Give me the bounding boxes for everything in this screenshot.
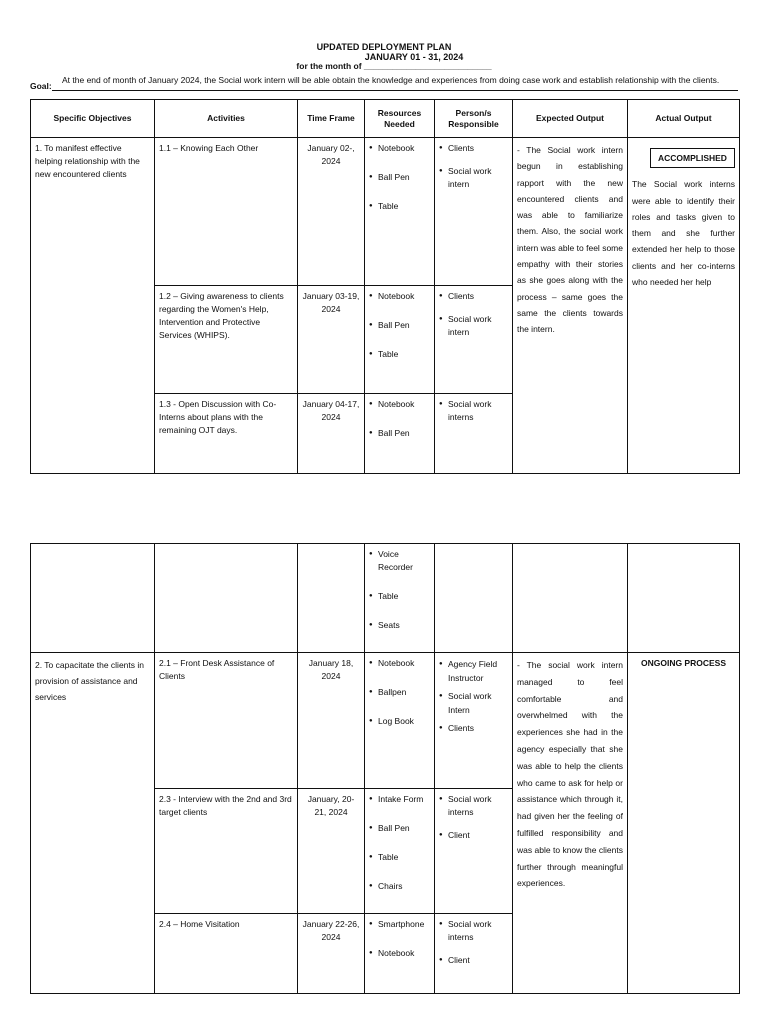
- expected-output-cell: - The social work intern managed to feel comfortable and overwhelmed with the experiences she had in the agency especially that she was able to help the clients who came to ask for help or assistance which through it, had given her the feeling of fulfilled responsibility and was able to know the clients further through meaningful experiences.: [513, 653, 628, 994]
- table-row: [31, 653, 740, 789]
- month-line: [0, 61, 768, 71]
- actual-output-cell: [628, 138, 740, 474]
- persons-cell: [435, 286, 513, 394]
- time-cell: January, 20-21, 2024: [298, 789, 365, 914]
- goal-text: At the end of month of January 2024, the Social work intern will be able obtain the knowledge and experiences from doing case work and establish relationship with the clients.: [62, 75, 720, 85]
- resource-item: ● Ball Pen: [369, 427, 430, 440]
- persons-cell: [435, 544, 513, 653]
- resource-item: ● Smartphone: [369, 918, 430, 931]
- time-cell: January 02-, 2024: [298, 138, 365, 286]
- resource-item: ● Ball Pen: [369, 319, 430, 332]
- activity-cell: 2.3 - Interview with the 2nd and 3rd target clients: [155, 789, 298, 914]
- resources-cell: [365, 789, 435, 914]
- resource-item: ● Notebook: [369, 657, 430, 670]
- person-item: ● Social work interns: [439, 793, 508, 819]
- person-item: ● Client: [439, 829, 508, 842]
- resource-item: ● Notebook: [369, 290, 430, 303]
- activity-cell: 1.1 – Knowing Each Other: [155, 138, 298, 286]
- title-text: UPDATED DEPLOYMENT PLAN: [316, 42, 452, 52]
- goal-label: Goal:: [30, 81, 52, 91]
- table-row-continued: [31, 544, 740, 653]
- resource-item: ● Chairs: [369, 880, 430, 893]
- col-header: Actual Output: [628, 100, 740, 138]
- resources-cell: [365, 138, 435, 286]
- table-row: [31, 138, 740, 286]
- time-cell: [298, 544, 365, 653]
- activity-cell: 1.3 - Open Discussion with Co-Interns about plans with the remaining OJT days.: [155, 394, 298, 474]
- resource-item: ● Table: [369, 200, 430, 213]
- time-cell: January 18, 2024: [298, 653, 365, 789]
- activity-cell: [155, 544, 298, 653]
- resource-item: ● Table: [369, 348, 430, 361]
- resource-item: ● Notebook: [369, 142, 430, 155]
- time-cell: January 03-19, 2024: [298, 286, 365, 394]
- goal-underline: [52, 90, 738, 91]
- actual-output-cell: [628, 544, 740, 653]
- persons-cell: [435, 394, 513, 474]
- resources-cell: [365, 394, 435, 474]
- person-item: ● Agency Field Instructor: [439, 657, 508, 685]
- status-badge: ACCOMPLISHED: [650, 148, 735, 168]
- month-label: for the month of ___________________________: [296, 61, 492, 71]
- activity-cell: 1.2 – Giving awareness to clients regarding the Women's Help, Intervention and Protective Services (WHIPS).: [155, 286, 298, 394]
- resources-cell: [365, 914, 435, 994]
- col-header: Time Frame: [298, 100, 365, 138]
- persons-cell: [435, 914, 513, 994]
- time-cell: January 22-26, 2024: [298, 914, 365, 994]
- actual-output-text: The Social work interns were able to identify their roles and tasks given to them and she further extended her help to those clients and her co-interns who needed her help: [632, 179, 735, 288]
- persons-cell: [435, 138, 513, 286]
- person-item: ● Social work interns: [439, 398, 508, 424]
- resource-item: ● Ball Pen: [369, 822, 430, 835]
- time-cell: January 04-17, 2024: [298, 394, 365, 474]
- resource-item: ● Seats: [369, 619, 430, 632]
- persons-cell: [435, 653, 513, 789]
- resource-item: ● Table: [369, 851, 430, 864]
- person-item: ● Clients: [439, 290, 508, 303]
- person-item: ● Social work intern: [439, 165, 508, 191]
- col-header: Specific Objectives: [31, 100, 155, 138]
- resources-cell: [365, 286, 435, 394]
- objective-cell: 1. To manifest effective helping relationship with the new encountered clients: [31, 138, 155, 474]
- deployment-table-2: [30, 543, 740, 994]
- resource-item: ● Log Book: [369, 715, 430, 728]
- actual-output-cell: ONGOING PROCESS: [628, 653, 740, 994]
- person-item: ● Social work Intern: [439, 689, 508, 717]
- objective-cell: [31, 544, 155, 653]
- person-item: ● Clients: [439, 142, 508, 155]
- document-title: [0, 42, 768, 62]
- person-item: ● Clients: [439, 721, 508, 735]
- resource-item: ● Ballpen: [369, 686, 430, 699]
- person-item: ● Client: [439, 954, 508, 967]
- persons-cell: [435, 789, 513, 914]
- date-range: JANUARY 01 - 31, 2024: [364, 52, 464, 62]
- deployment-table-1: [30, 99, 740, 474]
- resource-item: ● Ball Pen: [369, 171, 430, 184]
- resources-cell: [365, 544, 435, 653]
- resource-item: ● Table: [369, 590, 430, 603]
- col-header: Person/s Responsible: [435, 100, 513, 138]
- activity-cell: 2.1 – Front Desk Assistance of Clients: [155, 653, 298, 789]
- col-header: Expected Output: [513, 100, 628, 138]
- person-item: ● Social work intern: [439, 313, 508, 339]
- table-header-row: [31, 100, 740, 138]
- resource-item: ● Notebook: [369, 947, 430, 960]
- person-item: ● Social work interns: [439, 918, 508, 944]
- resource-item: ● Intake Form: [369, 793, 430, 806]
- resource-item: ● Notebook: [369, 398, 430, 411]
- col-header: Activities: [155, 100, 298, 138]
- resource-item: ● Voice Recorder: [369, 548, 430, 574]
- objective-cell: 2. To capacitate the clients in provision of assistance and services: [31, 653, 155, 994]
- resources-cell: [365, 653, 435, 789]
- expected-output-cell: - The Social work intern begun in establishing rapport with the new encountered clients and was able to familiarize them. Also, the social work intern was able to feel some empathy with their stories as she goes along with the process – same goes the same the clients towards the intern.: [513, 138, 628, 474]
- col-header: Resources Needed: [365, 100, 435, 138]
- expected-output-cell: [513, 544, 628, 653]
- activity-cell: 2.4 – Home Visitation: [155, 914, 298, 994]
